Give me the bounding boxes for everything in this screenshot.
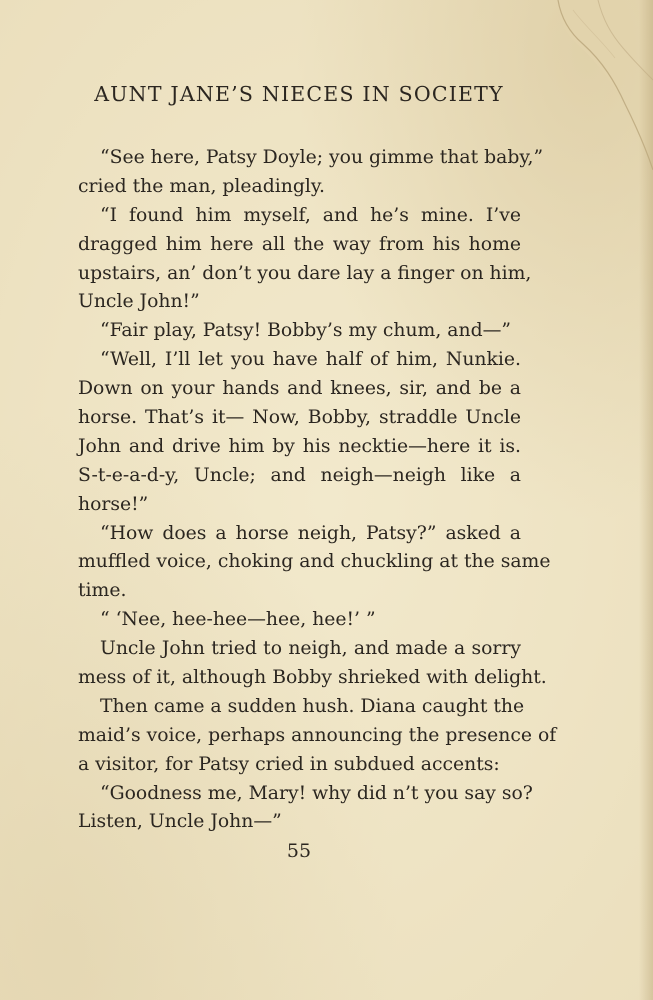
text-line: muffled voice, choking and chuckling at the same: [78, 551, 551, 573]
text-line: horse!”: [78, 493, 149, 515]
paragraph: [78, 693, 557, 780]
page-number: 55: [286, 840, 312, 862]
paragraph: [78, 144, 544, 202]
text-line: “How does a horse neigh, Patsy?” asked a: [100, 522, 521, 544]
text-line: “Well, I’ll let you have half of him, Nunkie.: [100, 349, 521, 371]
text-line: Uncle John tried to neigh, and made a sorry: [100, 638, 521, 660]
text-line: “See here, Patsy Doyle; you gimme that baby,”: [100, 147, 544, 168]
text-line: “Fair play, Patsy! Bobby’s my chum, and—”: [100, 320, 511, 342]
running-head: AUNT JANE’S NIECES IN SOCIETY: [94, 82, 504, 106]
text-line: Listen, Uncle John—”: [78, 811, 282, 833]
paragraph: [78, 317, 521, 346]
text-line: maid’s voice, perhaps announcing the presence of: [78, 724, 557, 746]
text-line: time.: [78, 580, 127, 602]
text-line: S-t-e-a-d-y, Uncle; and neigh—neigh like a: [78, 464, 521, 486]
text-line: mess of it, although Bobby shrieked with delight.: [78, 667, 547, 689]
text-line: “I found him myself, and he’s mine. I’ve: [100, 204, 521, 226]
text-line: a visitor, for Patsy cried in subdued accents:: [78, 753, 500, 775]
body-text: [78, 144, 557, 837]
paragraph: [78, 202, 532, 318]
paragraph: [78, 780, 533, 838]
text-line: John and drive him by his necktie—here it is.: [78, 435, 521, 457]
text-line: Then came a sudden hush. Diana caught the: [100, 695, 525, 717]
page-edge-stain: [639, 0, 653, 1000]
paragraph: [78, 635, 547, 693]
text-line: “Goodness me, Mary! why did n’t you say so?: [100, 782, 533, 804]
text-line: cried the man, pleadingly.: [78, 175, 325, 197]
paragraph: [78, 520, 551, 607]
text-line: upstairs, an’ don’t you dare lay a finger on him,: [78, 262, 532, 284]
text-line: horse. That’s it— Now, Bobby, straddle Uncle: [78, 407, 521, 429]
paragraph: [78, 606, 521, 635]
text-line: Uncle John!”: [78, 291, 200, 313]
paragraph: [78, 346, 521, 519]
text-line: dragged him here all the way from his home: [78, 233, 521, 255]
text-line: Down on your hands and knees, sir, and be a: [78, 378, 521, 400]
text-line: “ ‘Nee, hee-hee—hee, hee!’ ”: [100, 609, 376, 631]
